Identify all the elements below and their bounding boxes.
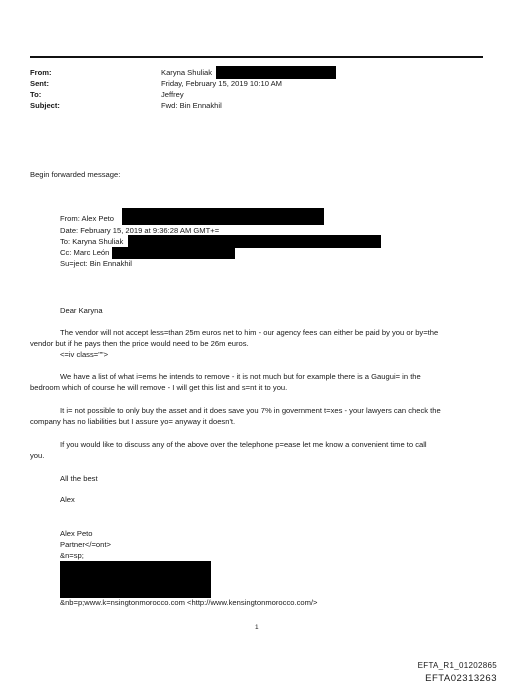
- signature-link: &nb=p;www.k=nsingtonmorocco.com <http://www.kensingtonmorocco.com/>: [60, 598, 318, 607]
- signature-name: Alex Peto: [60, 529, 93, 538]
- paragraph-line: If you would like to discuss any of the above over the telephone p=ease let me know a convenient time to call: [60, 440, 427, 449]
- footer-ref-efta: EFTA02313263: [425, 673, 497, 684]
- header-rule: [30, 56, 483, 58]
- signature-nbsp: &n=sp;: [60, 551, 84, 560]
- paragraph-line: you.: [30, 451, 45, 460]
- paragraph-line: The vendor will not accept less=than 25m euros net to him - our agency fees can either be paid by you or by=the: [60, 328, 439, 337]
- paragraph-line: It i= not possible to only buy the asset and it does save you 7% in government t=xes - your lawyers can check the: [60, 406, 441, 415]
- forwarded-date: Date: February 15, 2019 at 9:36:28 AM GMT+=: [60, 226, 220, 235]
- forwarded-from: From: Alex Peto: [60, 214, 115, 223]
- redaction-block: [112, 247, 235, 259]
- redaction-block: [60, 561, 211, 598]
- forwarded-to: To: Karyna Shuliak: [60, 237, 124, 246]
- subject-label: Subject:: [30, 101, 60, 110]
- sent-label: Sent:: [30, 79, 49, 88]
- to-label: To:: [30, 90, 42, 99]
- paragraph-line: company has no liabilities but I assure yo= anyway it doesn't.: [30, 417, 236, 426]
- greeting: Dear Karyna: [60, 306, 103, 315]
- closing: All the best: [60, 474, 98, 483]
- subject-value: Fwd: Bin Ennakhil: [161, 101, 222, 110]
- forwarded-cc: Cc: Marc León: [60, 248, 110, 257]
- forward-intro: Begin forwarded message:: [30, 170, 121, 179]
- paragraph-line: <=iv class="">: [60, 350, 109, 359]
- from-label: From:: [30, 68, 52, 77]
- closing-name: Alex: [60, 495, 75, 504]
- page-number: 1: [255, 624, 259, 631]
- paragraph-line: We have a list of what i=ems he intends to remove - it is not much but for example there is a Gaugui= in the: [60, 372, 421, 381]
- from-value: Karyna Shuliak: [161, 68, 213, 77]
- paragraph-line: bedroom which of course he will remove - I will get this list and s=nt it to you.: [30, 383, 288, 392]
- forwarded-subject: Su=ject: Bin Ennakhil: [60, 259, 132, 268]
- paragraph-line: vendor but if he pays then the price would need to be 26m euros.: [30, 339, 249, 348]
- signature-title: Partner</=ont>: [60, 540, 111, 549]
- redaction-block: [216, 66, 336, 79]
- sent-value: Friday, February 15, 2019 10:10 AM: [161, 79, 283, 88]
- redaction-block: [122, 208, 324, 225]
- to-value: Jeffrey: [161, 90, 184, 99]
- footer-ref-r1: EFTA_R1_01202865: [417, 661, 497, 670]
